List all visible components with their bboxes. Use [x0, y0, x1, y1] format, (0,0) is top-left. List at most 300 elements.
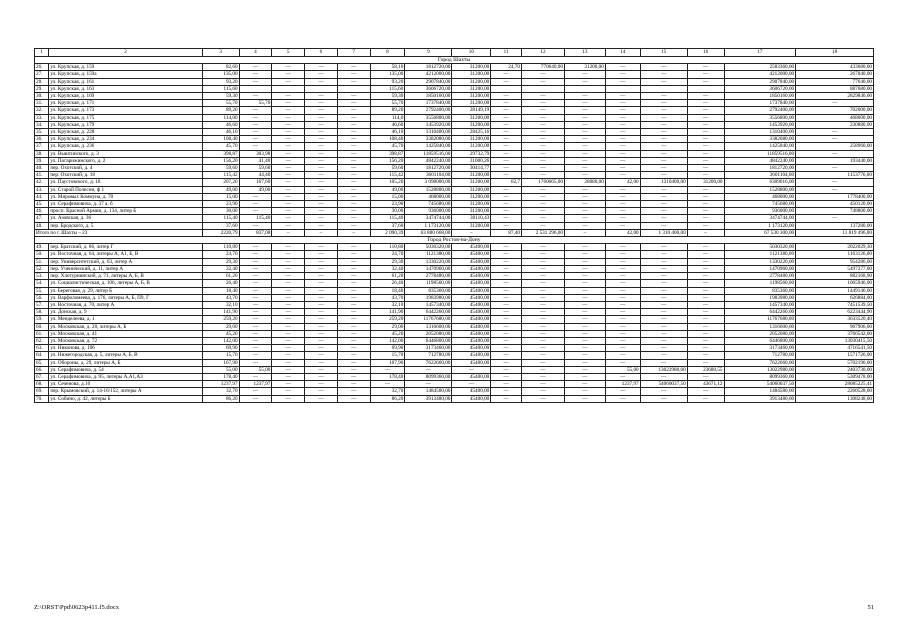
value-cell: —	[521, 186, 564, 193]
row-number: 52.	[35, 265, 49, 272]
page-footer	[34, 604, 874, 611]
value-cell: —	[491, 359, 522, 366]
value-cell: —	[491, 280, 522, 287]
value-cell: —	[640, 93, 687, 100]
page-number: 51	[867, 604, 874, 611]
value-cell: —	[491, 201, 522, 208]
value-cell: —	[605, 186, 640, 193]
value-cell: 11859516,00	[724, 150, 796, 157]
value-cell: —	[337, 345, 370, 352]
row-number: 69.	[35, 388, 49, 395]
value-cell: —	[491, 193, 522, 200]
value-cell: 1812720,00	[405, 64, 452, 71]
value-cell: 2260528,00	[796, 388, 874, 395]
value-cell: —	[405, 381, 452, 388]
address-cell: пер. Братский, д. 86, литер Г	[49, 244, 202, 251]
value-cell: —	[564, 208, 605, 215]
table-row	[35, 273, 874, 280]
value-cell: 468000,00	[724, 193, 796, 200]
value-cell: —	[272, 64, 305, 71]
row-number: 65.	[35, 359, 49, 366]
value-cell: 882168,90	[796, 273, 874, 280]
value-cell: —	[305, 265, 338, 272]
value-cell: —	[305, 64, 338, 71]
value-cell: —	[564, 172, 605, 179]
value-cell: 3913480,00	[405, 395, 452, 402]
address-cell: ул. Погарижинского, д. 2	[49, 157, 202, 164]
value-cell: 32,10	[370, 301, 405, 308]
value-cell: —	[272, 93, 305, 100]
value-cell: 142,00	[370, 337, 405, 344]
value-cell: —	[564, 165, 605, 172]
table-row	[35, 100, 874, 107]
value-cell: —	[796, 150, 874, 157]
value-cell: —	[239, 395, 272, 402]
value-cell: 45400,00	[452, 273, 491, 280]
value-cell: —	[687, 150, 724, 157]
value-cell: 1237,97	[239, 381, 272, 388]
value-cell: —	[605, 316, 640, 323]
value-cell: 55,00	[239, 366, 272, 373]
row-number: 34.	[35, 121, 49, 128]
column-number-header: 1	[35, 49, 49, 57]
value-cell: 29732,79	[452, 150, 491, 157]
table-row	[35, 172, 874, 179]
value-cell: 45400,00	[452, 294, 491, 301]
value-cell: —	[370, 366, 405, 373]
address-cell: ул. Старой Полесни, ф 1	[49, 186, 202, 193]
row-number: 66.	[35, 366, 49, 373]
value-cell: —	[272, 359, 305, 366]
value-cell: —	[521, 381, 564, 388]
row-number: 47.	[35, 215, 49, 222]
total-value: –	[337, 229, 370, 236]
value-cell: —	[796, 186, 874, 193]
value-cell: 936000,00	[724, 208, 796, 215]
value-cell: 1308248,00	[796, 395, 874, 402]
value-cell: 30,00	[202, 208, 239, 215]
row-number: 67.	[35, 373, 49, 380]
value-cell: 45,70	[202, 143, 239, 150]
value-cell: —	[305, 301, 338, 308]
value-cell: 55,00	[202, 366, 239, 373]
value-cell: —	[687, 309, 724, 316]
value-cell: 62,7	[491, 179, 522, 186]
value-cell: —	[239, 78, 272, 85]
value-cell: —	[305, 150, 338, 157]
value-cell: —	[239, 273, 272, 280]
value-cell: 1528800,00	[724, 186, 796, 193]
table-row	[35, 280, 874, 287]
value-cell: —	[687, 258, 724, 265]
value-cell: —	[605, 71, 640, 78]
value-cell: —	[305, 316, 338, 323]
total-value: 63 880 668,00	[405, 229, 452, 236]
address-cell: ул. Донская, д. 9	[49, 309, 202, 316]
value-cell: 2907840,00	[405, 78, 452, 85]
row-number: 54.	[35, 280, 49, 287]
value-cell: —	[239, 93, 272, 100]
value-cell: —	[239, 352, 272, 359]
value-cell: —	[491, 258, 522, 265]
value-cell: —	[521, 71, 564, 78]
table-row	[35, 330, 874, 337]
value-cell: —	[605, 107, 640, 114]
value-cell: —	[305, 179, 338, 186]
value-cell: 45400,00	[452, 330, 491, 337]
data-table	[34, 48, 874, 403]
value-cell: —	[491, 172, 522, 179]
value-cell: 55,00	[605, 366, 640, 373]
table-row	[35, 157, 874, 164]
value-cell: 28085225,41	[796, 381, 874, 388]
value-cell: —	[491, 251, 522, 258]
value-cell: 887680,00	[796, 85, 874, 92]
value-cell: —	[605, 143, 640, 150]
value-cell: —	[272, 388, 305, 395]
value-cell: 1237,97	[202, 381, 239, 388]
value-cell: —	[521, 78, 564, 85]
value-cell: 30414,77	[452, 165, 491, 172]
value-cell: —	[239, 129, 272, 136]
value-cell: —	[521, 301, 564, 308]
value-cell: —	[491, 136, 522, 143]
row-number: 32.	[35, 107, 49, 114]
value-cell: 7451539,50	[796, 301, 874, 308]
value-cell: 1153776,00	[796, 172, 874, 179]
value-cell: —	[640, 359, 687, 366]
value-cell: —	[687, 186, 724, 193]
value-cell: 31200,00	[452, 93, 491, 100]
value-cell: 54060037,50	[724, 381, 796, 388]
row-number: 36.	[35, 136, 49, 143]
table-row	[35, 251, 874, 258]
value-cell: —	[640, 222, 687, 229]
value-cell: 31200,00	[452, 71, 491, 78]
value-cell: 23,90	[202, 201, 239, 208]
value-cell: 3766542,00	[796, 330, 874, 337]
value-cell: —	[564, 100, 605, 107]
row-number: 45.	[35, 201, 49, 208]
value-cell: 3913480,00	[724, 395, 796, 402]
value-cell: 626884,00	[796, 294, 874, 301]
row-number: 41.	[35, 172, 49, 179]
value-cell: 45400,00	[452, 258, 491, 265]
value-cell: 31000,26	[452, 157, 491, 164]
value-cell: 193440,00	[796, 157, 874, 164]
value-cell: —	[605, 323, 640, 330]
value-cell: 89,20	[202, 107, 239, 114]
row-number: 55.	[35, 287, 49, 294]
value-cell: —	[564, 186, 605, 193]
value-cell: —	[564, 93, 605, 100]
value-cell: 2052080,00	[724, 330, 796, 337]
value-cell: —	[239, 107, 272, 114]
value-cell: —	[337, 179, 370, 186]
value-cell: —	[272, 215, 305, 222]
value-cell: 45,70	[370, 143, 405, 150]
value-cell: —	[272, 193, 305, 200]
value-cell: —	[687, 359, 724, 366]
value-cell: —	[337, 215, 370, 222]
value-cell	[521, 85, 564, 92]
row-number: 62.	[35, 337, 49, 344]
value-cell: —	[687, 395, 724, 402]
value-cell: —	[521, 121, 564, 128]
value-cell: —	[605, 114, 640, 121]
value-cell: —	[491, 143, 522, 150]
total-row	[35, 229, 874, 236]
value-cell: 1571726,00	[796, 352, 874, 359]
value-cell: 1316600,00	[405, 323, 452, 330]
value-cell: 3173460,00	[405, 345, 452, 352]
value-cell: 2829840,00	[796, 93, 874, 100]
value-cell: —	[272, 316, 305, 323]
total-value: 2220,79	[202, 229, 239, 236]
value-cell: —	[337, 107, 370, 114]
value-cell: —	[491, 381, 522, 388]
value-cell: 1065946,00	[796, 280, 874, 287]
value-cell: —	[687, 114, 724, 121]
value-cell: —	[640, 129, 687, 136]
value-cell: —	[337, 359, 370, 366]
value-cell: —	[305, 244, 338, 251]
value-cell: —	[564, 323, 605, 330]
value-cell: —	[305, 381, 338, 388]
table-row	[35, 388, 874, 395]
address-cell: ул. Варфоломеева, д. 176, литеры А, Б, П9, Г	[49, 294, 202, 301]
value-cell: 59,60	[202, 165, 239, 172]
value-cell: —	[605, 136, 640, 143]
value-cell: 745680,00	[724, 201, 796, 208]
document-sheet	[34, 48, 874, 403]
address-cell: ул. Крупская, д. 163	[49, 85, 202, 92]
column-number-header: 18	[796, 49, 874, 57]
value-cell: —	[491, 388, 522, 395]
value-cell: 37,60	[370, 222, 405, 229]
value-cell: —	[564, 244, 605, 251]
value-cell: 59,30	[202, 93, 239, 100]
value-cell: —	[337, 323, 370, 330]
value-cell: —	[605, 330, 640, 337]
value-cell: 59,60	[239, 165, 272, 172]
value-cell: —	[272, 294, 305, 301]
value-cell: —	[605, 78, 640, 85]
address-cell: пер. Университетский, д. 63, литер А	[49, 258, 202, 265]
value-cell: —	[687, 352, 724, 359]
value-cell: 115,42	[370, 172, 405, 179]
value-cell: —	[337, 193, 370, 200]
value-cell: —	[337, 186, 370, 193]
value-cell: —	[687, 136, 724, 143]
value-cell: —	[491, 157, 522, 164]
value-cell: —	[305, 309, 338, 316]
value-cell: —	[521, 251, 564, 258]
row-number: 51.	[35, 258, 49, 265]
value-cell: 49,00	[370, 186, 405, 193]
value-cell: 5702196,00	[796, 359, 874, 366]
column-number-header: 15	[640, 49, 687, 57]
value-cell: —	[521, 388, 564, 395]
value-cell: —	[272, 150, 305, 157]
value-cell: —	[491, 215, 522, 222]
value-cell: —	[605, 157, 640, 164]
value-cell: —	[564, 309, 605, 316]
address-cell: ул. Крупская, д. 173	[49, 107, 202, 114]
value-cell: 1310400,00	[640, 179, 687, 186]
value-cell: —	[239, 265, 272, 272]
value-cell: —	[605, 359, 640, 366]
value-cell: —	[272, 395, 305, 402]
value-cell: 46,10	[370, 129, 405, 136]
value-cell: 433680,00	[796, 64, 874, 71]
address-cell: ул. Никонова, д. 106	[49, 345, 202, 352]
value-cell: —	[337, 251, 370, 258]
value-cell: —	[272, 71, 305, 78]
value-cell: —	[687, 323, 724, 330]
value-cell: —	[564, 345, 605, 352]
value-cell	[640, 85, 687, 92]
value-cell: —	[521, 273, 564, 280]
value-cell: 4212000,00	[724, 71, 796, 78]
value-cell: —	[564, 316, 605, 323]
value-cell: —	[239, 309, 272, 316]
value-cell: —	[640, 107, 687, 114]
value-cell: —	[491, 129, 522, 136]
value-cell: —	[640, 323, 687, 330]
value-cell: —	[305, 114, 338, 121]
value-cell: —	[687, 215, 724, 222]
value-cell: —	[305, 121, 338, 128]
value-cell: 8099360,00	[724, 373, 796, 380]
value-cell: 32,40	[370, 265, 405, 272]
value-cell: —	[640, 337, 687, 344]
value-cell	[272, 85, 305, 92]
value-cell: —	[491, 301, 522, 308]
value-cell: 46,60	[202, 121, 239, 128]
value-cell: —	[605, 64, 640, 71]
value-cell: —	[305, 273, 338, 280]
row-number: 33.	[35, 114, 49, 121]
value-cell: 115,40	[239, 215, 272, 222]
value-cell: —	[605, 352, 640, 359]
value-cell: —	[564, 78, 605, 85]
value-cell: 30,00	[370, 208, 405, 215]
value-cell: —	[687, 121, 724, 128]
value-cell: —	[491, 114, 522, 121]
value-cell: —	[521, 165, 564, 172]
value-cell: —	[521, 294, 564, 301]
value-cell: —	[687, 373, 724, 380]
value-cell: —	[337, 100, 370, 107]
value-cell: —	[687, 193, 724, 200]
address-cell: ул. Нижегородская, д. 5, литеры А, Б, В	[49, 352, 202, 359]
value-cell: 2778480,00	[405, 273, 452, 280]
value-cell: 31200,00	[452, 143, 491, 150]
value-cell: —	[337, 114, 370, 121]
table-row	[35, 85, 874, 92]
value-cell: 1983980,00	[724, 294, 796, 301]
value-cell: 46,10	[202, 129, 239, 136]
address-cell: ул. Крупская, д. 171	[49, 100, 202, 107]
value-cell: 1237,97	[605, 381, 640, 388]
value-cell: —	[564, 121, 605, 128]
value-cell: 702000,00	[796, 107, 874, 114]
row-number: 26.	[35, 64, 49, 71]
value-cell: —	[521, 287, 564, 294]
value-cell: —	[687, 157, 724, 164]
value-cell: —	[337, 165, 370, 172]
value-cell: 3601104,00	[405, 172, 452, 179]
value-cell: —	[337, 395, 370, 402]
value-cell: 29,30	[202, 258, 239, 265]
total-value: –	[452, 229, 491, 236]
value-cell: —	[272, 208, 305, 215]
address-cell: ул. Менделеева, д. 1	[49, 316, 202, 323]
value-cell: —	[687, 251, 724, 258]
value-cell: —	[272, 114, 305, 121]
value-cell: —	[564, 366, 605, 373]
value-cell: —	[337, 381, 370, 388]
value-cell: 1983980,00	[405, 294, 452, 301]
value-cell: 29,00	[202, 323, 239, 330]
value-cell: —	[640, 186, 687, 193]
value-cell: —	[337, 287, 370, 294]
value-cell: 44,40	[239, 172, 272, 179]
column-number-header: 11	[491, 49, 522, 57]
value-cell: —	[687, 143, 724, 150]
value-cell: —	[337, 388, 370, 395]
value-cell: —	[564, 280, 605, 287]
value-cell: 15,70	[202, 352, 239, 359]
value-cell: 1737840,00	[405, 100, 452, 107]
value-cell	[305, 85, 338, 92]
value-cell: —	[564, 258, 605, 265]
value-cell: —	[272, 337, 305, 344]
total-value: –	[272, 229, 305, 236]
value-cell: —	[640, 172, 687, 179]
value-cell: 108,40	[202, 136, 239, 143]
value-cell: 1737840,00	[724, 100, 796, 107]
value-cell: 31200,00	[452, 100, 491, 107]
value-cell: 141,90	[202, 309, 239, 316]
value-cell: —	[305, 136, 338, 143]
value-cell: 259,20	[202, 316, 239, 323]
value-cell: 45400,00	[452, 316, 491, 323]
value-cell: —	[521, 337, 564, 344]
value-cell: —	[796, 100, 874, 107]
value-cell: 45400,00	[452, 359, 491, 366]
value-cell: —	[272, 157, 305, 164]
value-cell: —	[796, 129, 874, 136]
value-cell: —	[640, 280, 687, 287]
table-row	[35, 265, 874, 272]
value-cell: —	[687, 345, 724, 352]
value-cell: —	[272, 373, 305, 380]
value-cell: 4842240,00	[724, 157, 796, 164]
value-cell: —	[491, 222, 522, 229]
value-cell: 137280,00	[796, 222, 874, 229]
value-cell: —	[491, 323, 522, 330]
value-cell: 32,70	[202, 388, 239, 395]
value-cell: —	[272, 381, 305, 388]
value-cell: —	[796, 165, 874, 172]
value-cell: 59,30	[370, 93, 405, 100]
value-cell: —	[687, 337, 724, 344]
value-cell: —	[605, 345, 640, 352]
table-row	[35, 71, 874, 78]
value-cell: —	[305, 193, 338, 200]
